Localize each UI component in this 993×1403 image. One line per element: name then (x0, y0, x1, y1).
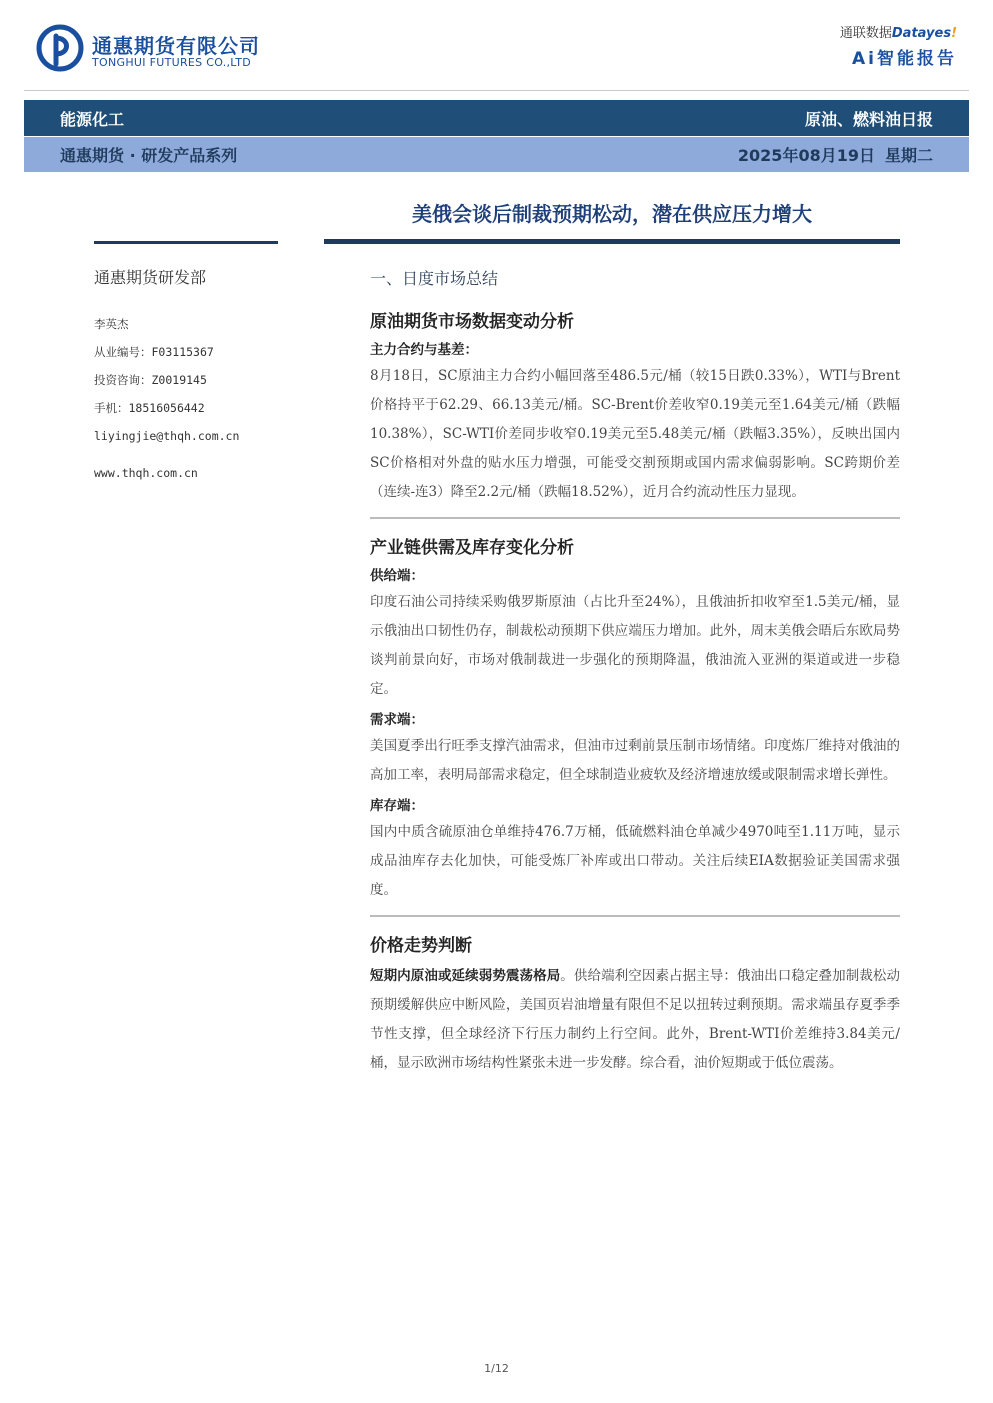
basis-paragraph: 8月18日，SC原油主力合约小幅回落至486.5元/桶（较15日跌0.33%），WTI与Brent价格持平于62.29、66.13美元/桶。SC-Brent价差收窄0.19美元至1.64美元/桶（跌幅10.38%），SC-WTI价差同步收窄0.19美元至5.48美元/桶（跌幅3.35%），反映出国内SC价格相对外盘的贴水压力增强，可能受交割预期或国内需求偏弱影响。SC跨期价差（连续-连3）降至2.2元/桶（跌幅18.52%），近月合约流动性压力显现。 (370, 368, 900, 500)
ai-report-label: Ai智能报告 (852, 49, 957, 69)
demand-subheading: 需求端： (370, 712, 424, 728)
company-name-cn: 通惠期货有限公司 (92, 34, 260, 58)
price-outlook-lead: 短期内原油或延续弱势震荡格局 (370, 968, 561, 984)
category-band (24, 100, 969, 136)
report-name: 原油、燃料油日报 (804, 109, 933, 129)
author-name: 李英杰 (94, 317, 129, 331)
series-band (24, 137, 969, 172)
report-title: 美俄会谈后制裁预期松动，潜在供应压力增大 (412, 202, 812, 226)
author-sidebar (94, 265, 294, 480)
sector-label: 能源化工 (60, 109, 125, 129)
demand-paragraph: 美国夏季出行旺季支撑汽油需求，但油市过剩前景压制市场情绪。印度炼厂维持对俄油的高加工率，表明局部需求稳定，但全球制造业疲软及经济增速放缓或限制需求增长弹性。 (370, 738, 900, 783)
inventory-subheading: 库存端： (370, 798, 424, 814)
futures-analysis-heading: 原油期货市场数据变动分析 (370, 312, 574, 332)
datayes-suffix: ! (951, 26, 957, 41)
datayes-prefix: 通联数据 (839, 26, 892, 41)
datayes-logo (817, 22, 957, 74)
header-divider (24, 90, 969, 91)
report-date: 2025年08月19日 (737, 146, 875, 165)
datayes-brand: Datayes (891, 26, 952, 41)
series-label: 通惠期货 · 研发产品系列 (60, 146, 238, 165)
report-body (370, 266, 900, 1078)
inventory-paragraph: 国内中质含硫原油仓单维持476.7万桶，低硫燃料油仓单减少4970吨至1.11万吨，显示成品油库存去化加快，可能受炼厂补库或出口带动。关注后续EIA数据验证美国需求强度。 (370, 824, 900, 898)
supply-demand-heading: 产业链供需及库存变化分析 (370, 538, 574, 558)
page-number: 1/12 (484, 1362, 509, 1375)
sidebar-rule (94, 241, 278, 244)
advisory-number: 投资咨询：Z0019145 (94, 373, 207, 387)
datayes-brand-line (817, 22, 957, 41)
basis-subheading: 主力合约与基差： (370, 342, 478, 358)
supply-subheading: 供给端： (370, 568, 424, 584)
section-divider (370, 915, 900, 917)
company-name-en: TONGHUI FUTURES CO.,LTD (92, 56, 252, 69)
price-outlook-text: 。供给端利空因素占据主导：俄油出口稳定叠加制裁松动预期缓解供应中断风险，美国页岩油增量有限但不足以扭转过剩预期。需求端虽存夏季季节性支撑，但全球经济下行压力制约上行空间。此外，Brent-WTI价差维持3.84美元/桶，显示欧洲市场结构性紧张未进一步发酵。综合看，油价短期或于低位震荡。 (370, 968, 901, 1071)
email-address: liyingjie@thqh.com.cn (94, 429, 240, 443)
phone-number: 手机：18516056442 (94, 401, 205, 415)
website-link: www.thqh.com.cn (94, 466, 198, 480)
report-weekday: 星期二 (884, 146, 933, 165)
tonghui-logo-icon (36, 24, 84, 72)
price-outlook-heading: 价格走势判断 (370, 936, 472, 956)
license-number: 从业编号：F03115367 (94, 345, 214, 359)
section-divider (370, 517, 900, 519)
department-name: 通惠期货研发部 (94, 268, 207, 287)
supply-paragraph: 印度石油公司持续采购俄罗斯原油（占比升至24%），且俄油折扣收窄至1.5美元/桶，显示俄油出口韧性仍存，制裁松动预期下供应端压力增加。此外，周末美俄会晤后东欧局势谈判前景向好，市场对俄制裁进一步强化的预期降温，俄油流入亚洲的渠道或进一步稳定。 (370, 594, 900, 697)
section-heading: 一、日度市场总结 (370, 269, 499, 288)
price-outlook-paragraph (370, 962, 900, 1078)
report-date-group (738, 137, 933, 172)
company-logo (36, 24, 276, 76)
title-rule (324, 239, 900, 244)
